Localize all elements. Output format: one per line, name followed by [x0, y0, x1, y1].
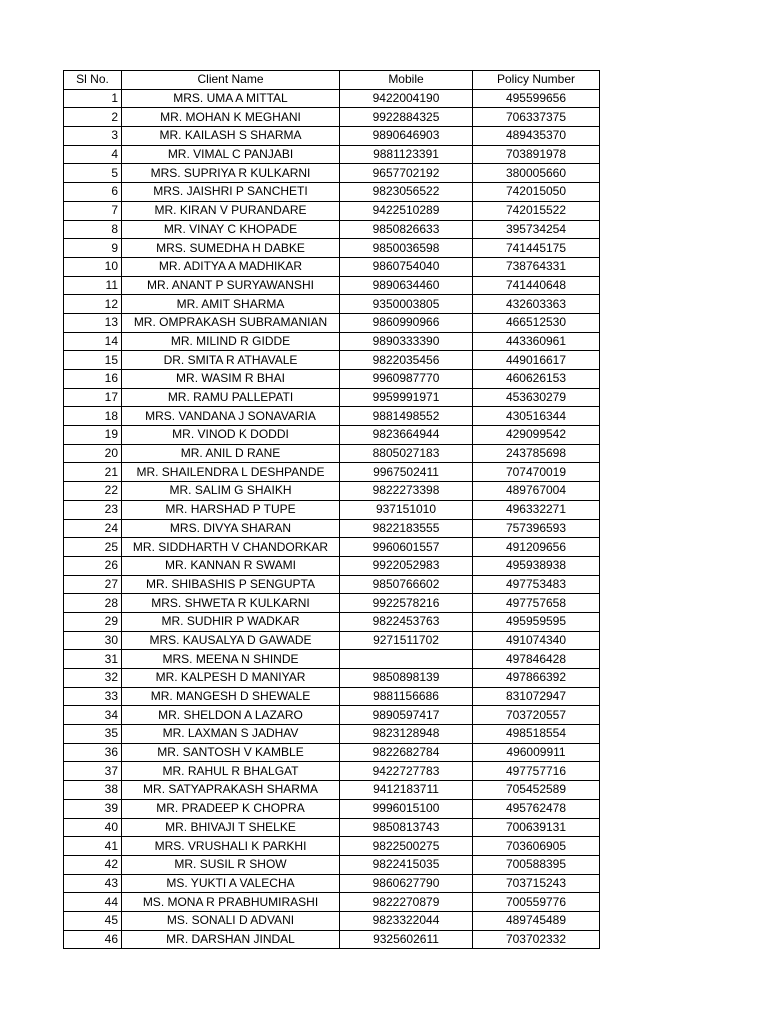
- cell-policy-number: 742015050: [473, 183, 600, 202]
- table-row: [64, 930, 600, 949]
- cell-client-name: MRS. UMA A MITTAL: [122, 89, 340, 108]
- cell-mobile: 9967502411: [340, 463, 473, 482]
- header-client-name: Client Name: [122, 71, 340, 90]
- cell-sl-no: 21: [64, 463, 122, 482]
- cell-mobile: 9860627790: [340, 874, 473, 893]
- cell-mobile: 9881123391: [340, 145, 473, 164]
- table-row: [64, 762, 600, 781]
- cell-client-name: MR. KAILASH S SHARMA: [122, 127, 340, 146]
- cell-policy-number: 497866392: [473, 669, 600, 688]
- cell-policy-number: 497753483: [473, 575, 600, 594]
- cell-sl-no: 29: [64, 612, 122, 631]
- cell-sl-no: 6: [64, 183, 122, 202]
- cell-policy-number: 453630279: [473, 388, 600, 407]
- cell-policy-number: 460626153: [473, 370, 600, 389]
- cell-policy-number: 703702332: [473, 930, 600, 949]
- cell-mobile: 9959991971: [340, 388, 473, 407]
- cell-client-name: MR. MANGESH D SHEWALE: [122, 687, 340, 706]
- cell-mobile: 9822500275: [340, 837, 473, 856]
- cell-mobile: 9422004190: [340, 89, 473, 108]
- cell-policy-number: 430516344: [473, 407, 600, 426]
- cell-client-name: MR. KALPESH D MANIYAR: [122, 669, 340, 688]
- cell-policy-number: 700639131: [473, 818, 600, 837]
- cell-mobile: 9922578216: [340, 594, 473, 613]
- cell-mobile: 9850036598: [340, 239, 473, 258]
- cell-mobile: 9412183711: [340, 781, 473, 800]
- table-row: [64, 631, 600, 650]
- cell-client-name: MR. MOHAN K MEGHANI: [122, 108, 340, 127]
- cell-mobile: 9922052983: [340, 556, 473, 575]
- cell-mobile: 9850898139: [340, 669, 473, 688]
- cell-client-name: MR. ADITYA A MADHIKAR: [122, 257, 340, 276]
- cell-policy-number: 429099542: [473, 426, 600, 445]
- cell-client-name: MR. OMPRAKASH SUBRAMANIAN: [122, 313, 340, 332]
- cell-policy-number: 496009911: [473, 743, 600, 762]
- cell-sl-no: 12: [64, 295, 122, 314]
- cell-mobile: 9822035456: [340, 351, 473, 370]
- cell-mobile: 9960987770: [340, 370, 473, 389]
- cell-mobile: 9823664944: [340, 426, 473, 445]
- table-row: [64, 500, 600, 519]
- cell-mobile: 9922884325: [340, 108, 473, 127]
- header-mobile: Mobile: [340, 71, 473, 90]
- table-row: [64, 276, 600, 295]
- cell-client-name: MRS. SUPRIYA R KULKARNI: [122, 164, 340, 183]
- cell-sl-no: 23: [64, 500, 122, 519]
- cell-sl-no: 24: [64, 519, 122, 538]
- cell-client-name: MR. SIDDHARTH V CHANDORKAR: [122, 538, 340, 557]
- table-row: [64, 351, 600, 370]
- cell-policy-number: 706337375: [473, 108, 600, 127]
- cell-client-name: MR. LAXMAN S JADHAV: [122, 725, 340, 744]
- table-row: [64, 482, 600, 501]
- cell-mobile: 9823322044: [340, 911, 473, 930]
- cell-client-name: MS. SONALI D ADVANI: [122, 911, 340, 930]
- cell-policy-number: 742015522: [473, 201, 600, 220]
- cell-policy-number: 496332271: [473, 500, 600, 519]
- cell-sl-no: 10: [64, 257, 122, 276]
- cell-client-name: MRS. KAUSALYA D GAWADE: [122, 631, 340, 650]
- cell-client-name: MR. SUDHIR P WADKAR: [122, 612, 340, 631]
- cell-mobile: [340, 650, 473, 669]
- cell-sl-no: 39: [64, 799, 122, 818]
- cell-sl-no: 32: [64, 669, 122, 688]
- cell-client-name: MR. ANANT P SURYAWANSHI: [122, 276, 340, 295]
- cell-policy-number: 741445175: [473, 239, 600, 258]
- cell-client-name: MRS. MEENA N SHINDE: [122, 650, 340, 669]
- cell-mobile: 9822270879: [340, 893, 473, 912]
- cell-sl-no: 2: [64, 108, 122, 127]
- cell-sl-no: 28: [64, 594, 122, 613]
- table-row: [64, 575, 600, 594]
- cell-sl-no: 45: [64, 911, 122, 930]
- cell-client-name: MR. RAHUL R BHALGAT: [122, 762, 340, 781]
- cell-client-name: MS. MONA R PRABHUMIRASHI: [122, 893, 340, 912]
- cell-policy-number: 700588395: [473, 855, 600, 874]
- cell-client-name: MR. BHIVAJI T SHELKE: [122, 818, 340, 837]
- cell-sl-no: 27: [64, 575, 122, 594]
- cell-client-name: MR. VIMAL C PANJABI: [122, 145, 340, 164]
- cell-policy-number: 491209656: [473, 538, 600, 557]
- cell-policy-number: 703715243: [473, 874, 600, 893]
- cell-sl-no: 22: [64, 482, 122, 501]
- cell-mobile: 9890634460: [340, 276, 473, 295]
- cell-sl-no: 38: [64, 781, 122, 800]
- cell-mobile: 9822273398: [340, 482, 473, 501]
- cell-client-name: MR. SHELDON A LAZARO: [122, 706, 340, 725]
- table-row: [64, 444, 600, 463]
- cell-client-name: MR. VINAY C KHOPADE: [122, 220, 340, 239]
- cell-mobile: 9271511702: [340, 631, 473, 650]
- table-row: [64, 781, 600, 800]
- cell-sl-no: 17: [64, 388, 122, 407]
- cell-policy-number: 497757716: [473, 762, 600, 781]
- cell-mobile: 9860990966: [340, 313, 473, 332]
- header-sl-no: Sl No.: [64, 71, 122, 90]
- cell-policy-number: 449016617: [473, 351, 600, 370]
- table-row: [64, 370, 600, 389]
- cell-policy-number: 738764331: [473, 257, 600, 276]
- table-row: [64, 893, 600, 912]
- cell-mobile: 937151010: [340, 500, 473, 519]
- table-row: [64, 89, 600, 108]
- table-row: [64, 818, 600, 837]
- cell-sl-no: 30: [64, 631, 122, 650]
- cell-policy-number: 700559776: [473, 893, 600, 912]
- cell-policy-number: 497757658: [473, 594, 600, 613]
- cell-client-name: MR. SATYAPRAKASH SHARMA: [122, 781, 340, 800]
- cell-client-name: MRS. SHWETA R KULKARNI: [122, 594, 340, 613]
- cell-policy-number: 243785698: [473, 444, 600, 463]
- table-row: [64, 463, 600, 482]
- table-row: [64, 706, 600, 725]
- cell-sl-no: 4: [64, 145, 122, 164]
- cell-client-name: MR. KANNAN R SWAMI: [122, 556, 340, 575]
- cell-policy-number: 395734254: [473, 220, 600, 239]
- table-row: [64, 725, 600, 744]
- cell-sl-no: 5: [64, 164, 122, 183]
- cell-sl-no: 19: [64, 426, 122, 445]
- cell-sl-no: 31: [64, 650, 122, 669]
- cell-client-name: DR. SMITA R ATHAVALE: [122, 351, 340, 370]
- cell-client-name: MR. HARSHAD P TUPE: [122, 500, 340, 519]
- cell-policy-number: 831072947: [473, 687, 600, 706]
- cell-sl-no: 42: [64, 855, 122, 874]
- table-row: [64, 295, 600, 314]
- cell-mobile: 9890333390: [340, 332, 473, 351]
- cell-policy-number: 707470019: [473, 463, 600, 482]
- cell-client-name: MR. SALIM G SHAIKH: [122, 482, 340, 501]
- cell-sl-no: 34: [64, 706, 122, 725]
- table-row: [64, 313, 600, 332]
- cell-client-name: MR. ANIL D RANE: [122, 444, 340, 463]
- cell-policy-number: 495599656: [473, 89, 600, 108]
- table-row: [64, 108, 600, 127]
- cell-mobile: 9823056522: [340, 183, 473, 202]
- cell-mobile: 9823128948: [340, 725, 473, 744]
- cell-sl-no: 33: [64, 687, 122, 706]
- cell-sl-no: 15: [64, 351, 122, 370]
- cell-sl-no: 14: [64, 332, 122, 351]
- table-row: [64, 239, 600, 258]
- table-row: [64, 220, 600, 239]
- cell-policy-number: 705452589: [473, 781, 600, 800]
- cell-policy-number: 495959595: [473, 612, 600, 631]
- cell-client-name: MRS. SUMEDHA H DABKE: [122, 239, 340, 258]
- cell-mobile: 9890597417: [340, 706, 473, 725]
- cell-policy-number: 703891978: [473, 145, 600, 164]
- table-row: [64, 650, 600, 669]
- cell-client-name: MR. SANTOSH V KAMBLE: [122, 743, 340, 762]
- table-row: [64, 519, 600, 538]
- table-row: [64, 127, 600, 146]
- table-row: [64, 594, 600, 613]
- cell-mobile: 9881156686: [340, 687, 473, 706]
- cell-policy-number: 380005660: [473, 164, 600, 183]
- table-row: [64, 426, 600, 445]
- table-row: [64, 612, 600, 631]
- cell-policy-number: 491074340: [473, 631, 600, 650]
- cell-client-name: MR. PRADEEP K CHOPRA: [122, 799, 340, 818]
- table-row: [64, 687, 600, 706]
- cell-sl-no: 35: [64, 725, 122, 744]
- cell-sl-no: 3: [64, 127, 122, 146]
- cell-client-name: MR. SHIBASHIS P SENGUPTA: [122, 575, 340, 594]
- cell-client-name: MS. YUKTI A VALECHA: [122, 874, 340, 893]
- cell-mobile: 8805027183: [340, 444, 473, 463]
- cell-policy-number: 703606905: [473, 837, 600, 856]
- cell-policy-number: 466512530: [473, 313, 600, 332]
- cell-sl-no: 1: [64, 89, 122, 108]
- table-row: [64, 855, 600, 874]
- cell-client-name: MRS. JAISHRI P SANCHETI: [122, 183, 340, 202]
- table-row: [64, 837, 600, 856]
- cell-mobile: 9422727783: [340, 762, 473, 781]
- cell-policy-number: 432603363: [473, 295, 600, 314]
- table-row: [64, 556, 600, 575]
- cell-policy-number: 498518554: [473, 725, 600, 744]
- cell-mobile: 9890646903: [340, 127, 473, 146]
- cell-sl-no: 36: [64, 743, 122, 762]
- cell-mobile: 9822682784: [340, 743, 473, 762]
- cell-policy-number: 495938938: [473, 556, 600, 575]
- cell-client-name: MR. VINOD K DODDI: [122, 426, 340, 445]
- table-row: [64, 911, 600, 930]
- cell-client-name: MR. DARSHAN JINDAL: [122, 930, 340, 949]
- table-row: [64, 538, 600, 557]
- cell-sl-no: 11: [64, 276, 122, 295]
- cell-sl-no: 16: [64, 370, 122, 389]
- table-row: [64, 164, 600, 183]
- cell-mobile: 9996015100: [340, 799, 473, 818]
- cell-client-name: MR. SUSIL R SHOW: [122, 855, 340, 874]
- cell-sl-no: 26: [64, 556, 122, 575]
- cell-policy-number: 489745489: [473, 911, 600, 930]
- cell-sl-no: 18: [64, 407, 122, 426]
- cell-mobile: 9350003805: [340, 295, 473, 314]
- cell-client-name: MR. RAMU PALLEPATI: [122, 388, 340, 407]
- cell-client-name: MR. MILIND R GIDDE: [122, 332, 340, 351]
- cell-policy-number: 443360961: [473, 332, 600, 351]
- cell-mobile: 9822183555: [340, 519, 473, 538]
- table-row: [64, 743, 600, 762]
- client-policy-table: [63, 70, 600, 949]
- cell-mobile: 9860754040: [340, 257, 473, 276]
- cell-sl-no: 7: [64, 201, 122, 220]
- cell-policy-number: 489767004: [473, 482, 600, 501]
- cell-policy-number: 497846428: [473, 650, 600, 669]
- cell-sl-no: 41: [64, 837, 122, 856]
- cell-mobile: 9657702192: [340, 164, 473, 183]
- cell-policy-number: 489435370: [473, 127, 600, 146]
- cell-sl-no: 37: [64, 762, 122, 781]
- table-row: [64, 201, 600, 220]
- cell-sl-no: 25: [64, 538, 122, 557]
- table-row: [64, 257, 600, 276]
- cell-policy-number: 703720557: [473, 706, 600, 725]
- cell-sl-no: 40: [64, 818, 122, 837]
- table-row: [64, 669, 600, 688]
- cell-policy-number: 495762478: [473, 799, 600, 818]
- cell-policy-number: 757396593: [473, 519, 600, 538]
- header-row: [64, 71, 600, 90]
- cell-mobile: 9850813743: [340, 818, 473, 837]
- table-row: [64, 874, 600, 893]
- header-policy-number: Policy Number: [473, 71, 600, 90]
- cell-client-name: MRS. VANDANA J SONAVARIA: [122, 407, 340, 426]
- cell-mobile: 9422510289: [340, 201, 473, 220]
- cell-sl-no: 46: [64, 930, 122, 949]
- cell-mobile: 9850766602: [340, 575, 473, 594]
- cell-client-name: MR. WASIM R BHAI: [122, 370, 340, 389]
- table-row: [64, 145, 600, 164]
- cell-sl-no: 44: [64, 893, 122, 912]
- cell-mobile: 9960601557: [340, 538, 473, 557]
- cell-client-name: MR. KIRAN V PURANDARE: [122, 201, 340, 220]
- cell-sl-no: 43: [64, 874, 122, 893]
- cell-sl-no: 9: [64, 239, 122, 258]
- cell-mobile: 9850826633: [340, 220, 473, 239]
- cell-mobile: 9325602611: [340, 930, 473, 949]
- cell-sl-no: 8: [64, 220, 122, 239]
- cell-client-name: MRS. VRUSHALI K PARKHI: [122, 837, 340, 856]
- cell-sl-no: 20: [64, 444, 122, 463]
- cell-mobile: 9881498552: [340, 407, 473, 426]
- table-row: [64, 407, 600, 426]
- table-row: [64, 388, 600, 407]
- cell-client-name: MRS. DIVYA SHARAN: [122, 519, 340, 538]
- cell-client-name: MR. SHAILENDRA L DESHPANDE: [122, 463, 340, 482]
- cell-policy-number: 741440648: [473, 276, 600, 295]
- cell-mobile: 9822415035: [340, 855, 473, 874]
- cell-mobile: 9822453763: [340, 612, 473, 631]
- cell-sl-no: 13: [64, 313, 122, 332]
- table-row: [64, 183, 600, 202]
- cell-client-name: MR. AMIT SHARMA: [122, 295, 340, 314]
- table-row: [64, 332, 600, 351]
- table-row: [64, 799, 600, 818]
